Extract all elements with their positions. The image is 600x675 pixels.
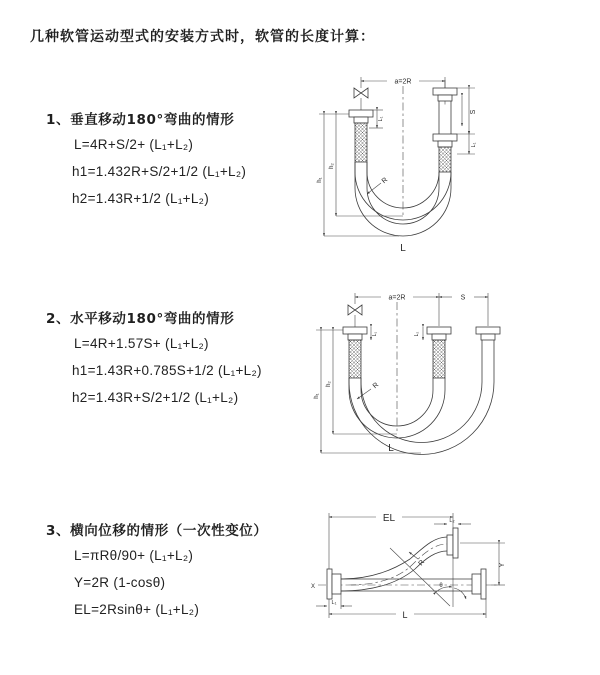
- section-2-formula-h2: h2=1.43R+S/2+1/2 (L₁+L₂): [72, 390, 239, 405]
- dimension-l: [329, 599, 486, 620]
- hose-s-curve: [341, 537, 447, 591]
- label-l2: L₂: [449, 518, 455, 524]
- label-a2r: a=2R: [388, 294, 406, 302]
- label-radius: R: [380, 176, 390, 186]
- right-flange-moved: [476, 327, 500, 382]
- left-flange: [343, 327, 367, 340]
- dimension-l1: [316, 594, 352, 609]
- label-l1: L₁: [331, 600, 337, 606]
- dimension-a2r: [355, 293, 488, 326]
- label-y: Y: [499, 562, 506, 568]
- braided-hose-section-left: [349, 340, 361, 378]
- label-length-L: L: [388, 443, 394, 454]
- braided-hose-section-left: [355, 123, 367, 162]
- label-length-L: L: [402, 610, 408, 620]
- right-flange-original: [472, 569, 486, 599]
- diagram-horizontal-180-bend: [305, 282, 600, 467]
- section-1-formula-L: L=4R+S/2+ (L₁+L₂): [74, 137, 194, 152]
- section-2-formula-h1: h1=1.43R+0.785S+1/2 (L₁+L₂): [72, 363, 262, 378]
- dimension-l1: [371, 327, 378, 340]
- left-flange: [349, 110, 373, 123]
- middle-flange: [427, 327, 451, 340]
- section-3-formula-Y: Y=2R (1-cosθ): [74, 575, 166, 590]
- radius-leader: [367, 177, 389, 194]
- valve-icon: [348, 305, 362, 327]
- label-radius: R: [417, 558, 427, 568]
- upper-flange-displaced: [447, 528, 458, 558]
- label-length-L: L: [400, 243, 406, 254]
- braided-hose-section-right: [439, 147, 451, 172]
- label-l2: L₂: [414, 331, 420, 337]
- section-3-heading: 3、横向位移的情形（一次性变位）: [46, 523, 268, 539]
- dimension-el: [329, 513, 453, 607]
- label-el: EL: [382, 513, 396, 524]
- dimension-s: [457, 88, 477, 154]
- section-1-heading: 1、垂直移动180°弯曲的情形: [46, 112, 235, 128]
- label-s: S: [470, 109, 477, 115]
- dimension-l2: [414, 327, 423, 340]
- right-flange-upper: [433, 88, 457, 101]
- label-h2: h₂: [329, 163, 335, 169]
- dimension-s: [439, 295, 488, 302]
- section-3-formula-L: L=πRθ/90+ (L₁+L₂): [74, 548, 194, 563]
- radius-leader: [357, 382, 380, 399]
- dimension-l2: [434, 518, 471, 524]
- right-flange-lower: [433, 134, 457, 147]
- label-s: S: [460, 294, 466, 302]
- page-title: 几种软管运动型式的安装方式时，软管的长度计算：: [30, 29, 375, 45]
- label-h1: h₁: [314, 393, 320, 399]
- diagram-lateral-displacement: [300, 495, 600, 663]
- diagram-vertical-180-bend: [303, 66, 598, 258]
- label-l1: L₁: [372, 331, 378, 337]
- section-2-formula-L: L=4R+1.57S+ (L₁+L₂): [74, 336, 209, 351]
- label-radius: R: [371, 381, 381, 391]
- label-l1-left: L₁: [378, 116, 384, 122]
- label-h1: h₁: [317, 177, 323, 183]
- valve-icon: [354, 88, 368, 110]
- label-theta: θ: [439, 583, 443, 589]
- section-1-formula-h1: h1=1.432R+S/2+1/2 (L₁+L₂): [72, 164, 247, 179]
- section-1-formula-h2: h2=1.43R+1/2 (L₁+L₂): [72, 191, 210, 206]
- label-l1-right: L₁: [471, 142, 477, 148]
- label-h2: h₂: [326, 381, 332, 387]
- left-flange: [327, 569, 341, 599]
- section-3-formula-EL: EL=2Rsinθ+ (L₁+L₂): [74, 602, 200, 617]
- label-a2r: a=2R: [394, 78, 412, 86]
- section-2-heading: 2、水平移动180°弯曲的情形: [46, 311, 235, 327]
- label-axis-x: X: [310, 584, 316, 590]
- braided-hose-section-middle: [433, 340, 445, 378]
